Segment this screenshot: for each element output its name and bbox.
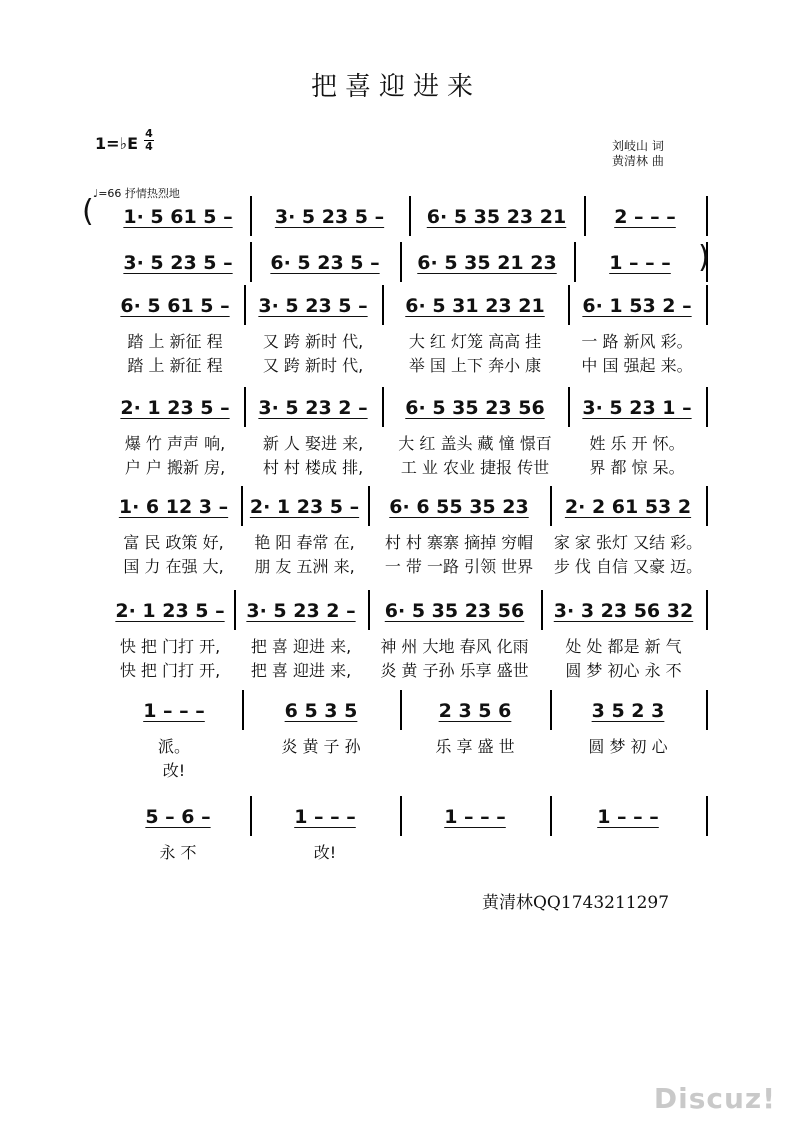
lyric-segment: 快 把 门打 开,: [119, 661, 221, 680]
bar-line: [250, 242, 252, 282]
lyric-segment: 又 跨 新时 代,: [262, 356, 364, 375]
time-signature: [144, 128, 154, 153]
lyric-segment: 村 村 寨寨 摘掉 穷帽: [384, 533, 534, 552]
bar-line: [241, 486, 243, 526]
bar-line: [706, 285, 708, 325]
measure: 6· 5 35 23 56: [384, 600, 525, 622]
bar-line: [234, 590, 236, 630]
lyric-segment: 界 都 惊 呆。: [589, 458, 685, 477]
lyric-segment: 举 国 上下 奔小 康: [408, 356, 542, 375]
bar-line: [550, 796, 552, 836]
bar-line: [574, 242, 576, 282]
notation-line: [106, 289, 718, 323]
lyric-line: [106, 353, 718, 375]
measure: 6· 5 23 5 –: [270, 252, 380, 274]
lyric-segment: 把 喜 迎进 来,: [250, 661, 352, 680]
measure: 6· 5 35 23 21: [426, 206, 567, 228]
bar-line: [382, 285, 384, 325]
bar-line: [706, 387, 708, 427]
lyric-segment: 户 户 搬新 房,: [124, 458, 226, 477]
lyric-segment: 村 村 楼成 排,: [262, 458, 364, 477]
measure: 3· 3 23 56 32: [553, 600, 694, 622]
measure: 2· 2 61 53 2: [564, 496, 692, 518]
lyric-line: [106, 431, 718, 453]
measure: 3· 5 23 5 –: [258, 295, 368, 317]
lyric-segment: 富 民 政策 好,: [123, 533, 224, 552]
lyric-segment: 朋 友 五洲 来,: [254, 557, 355, 576]
notation-line: [106, 594, 718, 628]
measure: 3· 5 23 1 –: [582, 397, 692, 419]
lyric-line: [106, 758, 718, 780]
measure: 6· 5 35 23 56: [405, 397, 545, 419]
measure: 1 – – –: [294, 806, 356, 828]
bar-line: [541, 590, 543, 630]
measure: 6· 5 61 5 –: [120, 295, 230, 317]
lyric-line: [106, 734, 718, 756]
lyric-segment: 爆 竹 声声 响,: [124, 434, 226, 453]
notation-line: [106, 800, 718, 834]
lyricist: 刘岐山 词: [612, 139, 664, 153]
bar-line: [382, 387, 384, 427]
bar-line: [400, 690, 402, 730]
lyric-segment: 把 喜 迎进 来,: [250, 637, 352, 656]
measure: 3 5 2 3: [591, 700, 665, 722]
measure: 3· 5 23 5 –: [123, 252, 233, 274]
lyric-segment: 派。: [157, 737, 190, 756]
lyric-segment: 艳 阳 春常 在,: [254, 533, 355, 552]
lyric-segment: 工 业 农业 捷报 传世: [400, 458, 550, 477]
notation-line: [106, 694, 718, 728]
lyric-segment: 乐 享 盛 世: [435, 737, 515, 756]
bar-line: [368, 486, 370, 526]
lyric-line: [106, 530, 718, 552]
notation-line: [82, 194, 718, 234]
lyric-segment: 国 力 在强 大,: [123, 557, 224, 576]
measure: 2· 1 23 5 –: [115, 600, 225, 622]
bar-line: [706, 196, 708, 236]
lyric-segment: 家 家 张灯 又结 彩。: [553, 533, 703, 552]
measure: 6 5 3 5: [284, 700, 358, 722]
lyric-segment: 圆 梦 初 心: [588, 737, 668, 756]
lyric-segment: 改!: [162, 761, 186, 780]
bar-line: [706, 796, 708, 836]
measure: 6· 6 55 35 23: [389, 496, 529, 518]
bar-line: [400, 242, 402, 282]
bar-line: [242, 690, 244, 730]
measure: 6· 5 35 21 23: [417, 252, 557, 274]
bar-line: [368, 590, 370, 630]
lyric-line: [106, 658, 718, 680]
measure: 1 – – –: [143, 700, 205, 722]
lyric-line: [106, 554, 718, 576]
lyric-segment: 踏 上 新征 程: [127, 332, 223, 351]
measure: 2 3 5 6: [438, 700, 512, 722]
bar-line: [568, 387, 570, 427]
lyric-segment: 大 红 盖头 藏 憧 憬百: [398, 434, 552, 453]
bar-line: [400, 796, 402, 836]
bar-line: [568, 285, 570, 325]
measure: 5 – 6 –: [145, 806, 211, 828]
lyric-segment: 永 不: [159, 843, 197, 862]
bar-line: [244, 387, 246, 427]
measure: 1 – – –: [609, 252, 671, 274]
lyric-segment: 步 伐 自信 又豪 迈。: [553, 557, 703, 576]
lyric-line: [106, 329, 718, 351]
bar-line: [706, 690, 708, 730]
measure: 6· 1 53 2 –: [582, 295, 692, 317]
lyric-line: [106, 455, 718, 477]
measure: 1 – – –: [444, 806, 506, 828]
lyric-segment: 快 把 门打 开,: [119, 637, 221, 656]
footer-contact: 黄清林QQ1743211297: [482, 893, 670, 913]
bar-line: [550, 690, 552, 730]
lyric-segment: 炎 黄 子 孙: [281, 737, 361, 756]
credits: [612, 139, 664, 169]
measure: 1· 5 61 5 –: [123, 206, 233, 228]
watermark: Discuz!: [653, 1082, 776, 1115]
notation-line: [106, 240, 718, 280]
bar-line: [584, 196, 586, 236]
lyric-segment: 大 红 灯笼 高高 挂: [408, 332, 542, 351]
lyric-line: [106, 634, 718, 656]
song-title: 把喜迎进来: [310, 72, 481, 102]
bar-line: [409, 196, 411, 236]
measure: 1· 6 12 3 –: [118, 496, 229, 518]
time-top: 4: [145, 127, 153, 140]
measure: 3· 5 23 5 –: [274, 206, 385, 228]
lyric-segment: 中 国 强起 来。: [581, 356, 693, 375]
lyric-segment: 神 州 大地 春风 化雨: [380, 637, 529, 656]
bar-line: [250, 796, 252, 836]
bar-line: [250, 196, 252, 236]
lyric-segment: 处 处 都是 新 气: [565, 637, 682, 656]
measure: 2 – – –: [614, 206, 676, 228]
measure: 2· 1 23 5 –: [249, 496, 360, 518]
lyric-segment: 姓 乐 开 怀。: [589, 434, 685, 453]
lyric-line: [106, 840, 718, 862]
key-signature: 1=♭E: [95, 134, 139, 153]
measure: 3· 5 23 2 –: [258, 397, 368, 419]
bar-line: [244, 285, 246, 325]
bar-line: [706, 590, 708, 630]
lyric-segment: 炎 黄 子孙 乐享 盛世: [380, 661, 529, 680]
bar-line: [550, 486, 552, 526]
repeat-close-paren: ): [698, 240, 710, 275]
lyric-segment: 踏 上 新征 程: [127, 356, 223, 375]
lyric-segment: 新 人 娶进 来,: [262, 434, 364, 453]
lyric-segment: 又 跨 新时 代,: [262, 332, 364, 351]
time-bottom: 4: [145, 140, 153, 153]
lyric-segment: 改!: [313, 843, 337, 862]
repeat-open-paren: (: [82, 194, 94, 229]
bar-line: [706, 486, 708, 526]
measure: 1 – – –: [597, 806, 659, 828]
composer: 黄清林 曲: [612, 154, 664, 168]
notation-line: [106, 490, 718, 524]
tempo-marking: ♩=66 抒情热烈地: [93, 187, 180, 200]
measure: 6· 5 31 23 21: [405, 295, 545, 317]
lyric-segment: 圆 梦 初心 永 不: [565, 661, 682, 680]
lyric-segment: 一 带 一路 引领 世界: [384, 557, 534, 576]
measure: 2· 1 23 5 –: [120, 397, 230, 419]
notation-line: [106, 391, 718, 425]
lyric-segment: 一 路 新风 彩。: [581, 332, 693, 351]
measure: 3· 5 23 2 –: [246, 600, 356, 622]
